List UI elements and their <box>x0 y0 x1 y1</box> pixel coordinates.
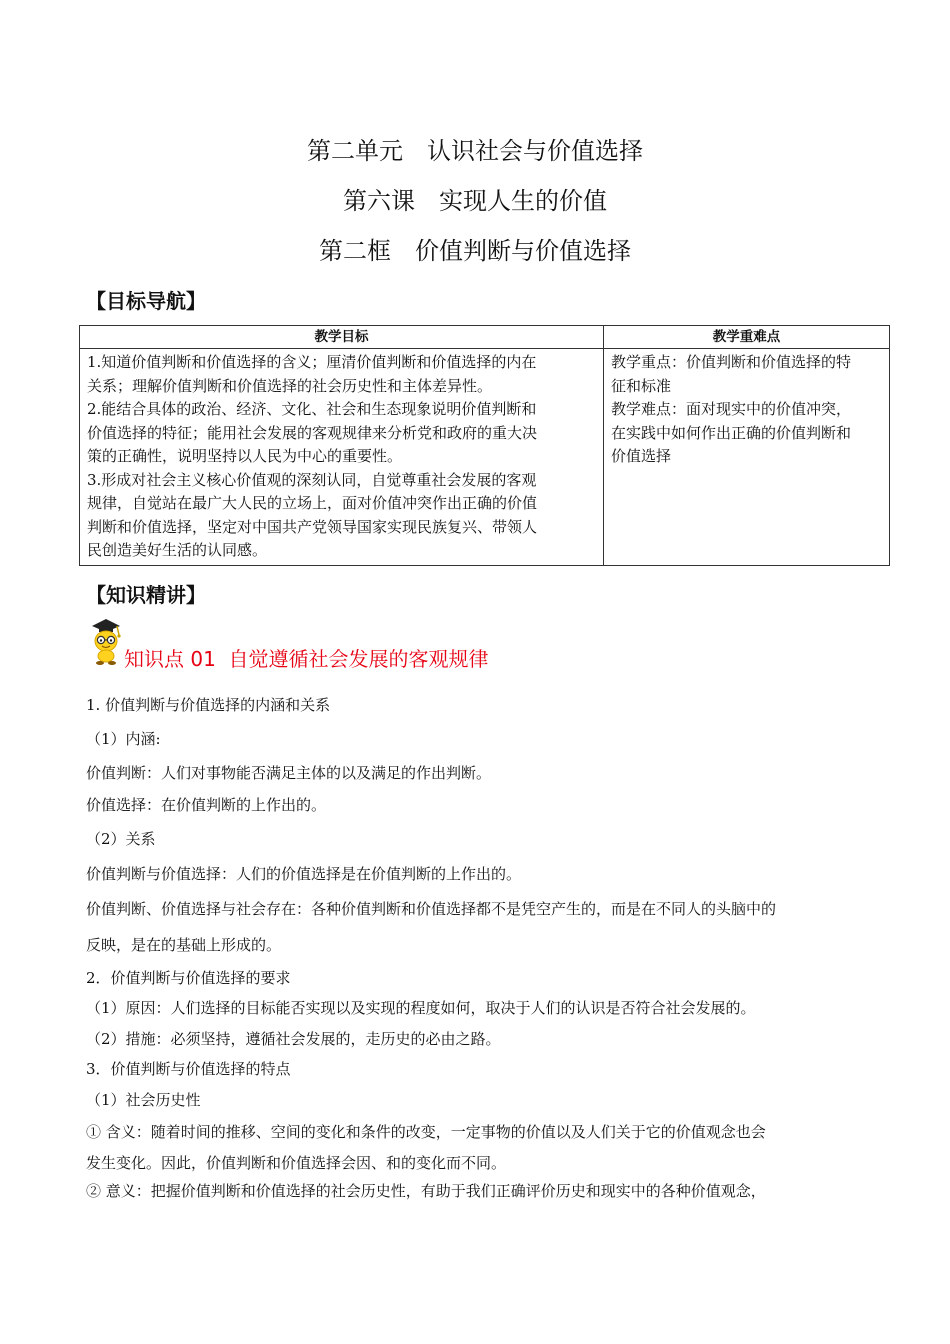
knowledge-heading: 【知识精讲】 <box>86 583 206 607</box>
content-line: 价值判断、价值选择与社会存在：各种价值判断和价值选择都不是凭空产生的，而是在不同人的头脑中的 <box>86 900 777 918</box>
goals-nav-heading: 【目标导航】 <box>86 289 206 313</box>
objective-line: 判断和价值选择，坚定对中国共产党领导国家实现民族复兴、带领人 <box>87 517 538 536</box>
lesson-title: 第六课 实现人生的价值 <box>343 187 607 215</box>
header-key-points: 教学重难点 <box>604 326 890 349</box>
knowledge-point-title: 知识点 01 自觉遵循社会发展的客观规律 <box>124 647 489 671</box>
content-line: 1. 价值判断与价值选择的内涵和关系 <box>86 696 331 714</box>
objective-line: 民创造美好生活的认同感。 <box>87 541 268 559</box>
key-point-line: 教学重点：价值判断和价值选择的特 <box>611 353 852 371</box>
objective-line: 策的正确性，说明坚持以人民为中心的重要性。 <box>87 447 403 465</box>
key-point-line: 在实践中如何作出正确的价值判断和 <box>611 423 852 442</box>
key-point-line: 征和标准 <box>611 376 672 395</box>
objectives-cell <box>80 349 604 566</box>
unit-title: 第二单元 认识社会与价值选择 <box>307 137 643 165</box>
scholar-icon <box>86 616 126 666</box>
content-line: 反映，是在的基础上形成的。 <box>86 936 282 954</box>
objective-line: 规律，自觉站在最广大人民的立场上，面对价值冲突作出正确的价值 <box>87 494 538 512</box>
key-point-line: 教学难点：面对现实中的价值冲突， <box>611 400 852 418</box>
key-point-line: 价值选择 <box>611 447 672 465</box>
objective-line: 价值选择的特征；能用社会发展的客观规律来分析党和政府的重大决 <box>87 423 538 442</box>
goals-table <box>79 325 890 566</box>
content-line: （2）关系 <box>86 830 156 848</box>
content-line: （1）社会历史性 <box>86 1091 201 1109</box>
content-line: 2．价值判断与价值选择的要求 <box>86 969 291 987</box>
content-line: （1）内涵: <box>86 730 161 748</box>
content-line: ② 意义：把握价值判断和价值选择的社会历史性，有助于我们正确评价历史和现实中的各种价值观念， <box>86 1182 766 1200</box>
objective-line: 3.形成对社会主义核心价值观的深刻认同，自觉尊重社会发展的客观 <box>87 470 537 489</box>
content-line: （2）措施：必须坚持，遵循社会发展的，走历史的必由之路。 <box>86 1030 501 1048</box>
content-line: （1）原因：人们选择的目标能否实现以及实现的程度如何，取决于人们的认识是否符合社会发展的。 <box>86 999 756 1017</box>
content-line: ① 含义：随着时间的推移、空间的变化和条件的改变，一定事物的价值以及人们关于它的价值观念也会 <box>86 1123 766 1141</box>
header-objectives: 教学目标 <box>80 326 604 349</box>
objective-line: 1.知道价值判断和价值选择的含义；厘清价值判断和价值选择的内在 <box>87 353 537 371</box>
knowledge-point-header <box>86 616 686 672</box>
key-points-cell <box>604 349 890 566</box>
content-line: 3．价值判断与价值选择的特点 <box>86 1060 291 1078</box>
content-line: 价值判断与价值选择：人们的价值选择是在价值判断的上作出的。 <box>86 865 522 883</box>
objective-line: 2.能结合具体的政治、经济、文化、社会和生态现象说明价值判断和 <box>87 400 537 418</box>
objective-line: 关系；理解价值判断和价值选择的社会历史性和主体差异性。 <box>87 376 493 395</box>
content-line: 价值选择：在价值判断的上作出的。 <box>86 796 327 814</box>
content-line: 发生变化。因此，价值判断和价值选择会因、和的变化而不同。 <box>86 1154 507 1172</box>
content-line: 价值判断：人们对事物能否满足主体的以及满足的作出判断。 <box>86 764 492 782</box>
frame-title: 第二框 价值判断与价值选择 <box>319 237 631 265</box>
